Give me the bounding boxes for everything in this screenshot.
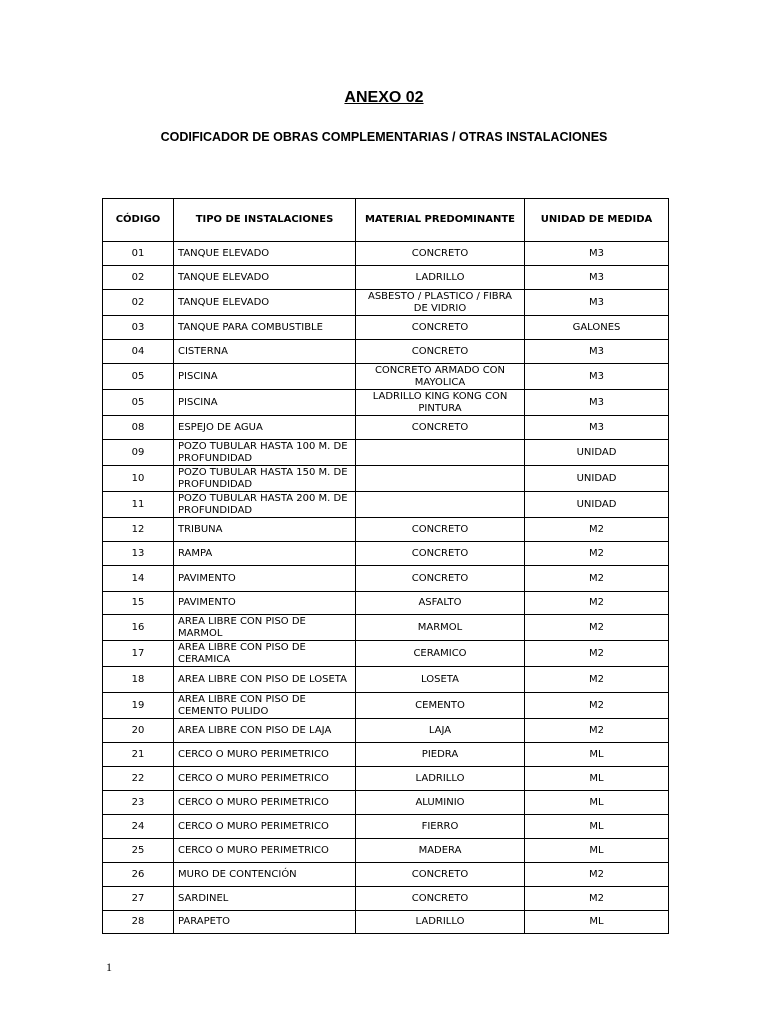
cell-codigo: 11	[103, 492, 174, 518]
cell-material: CONCRETO ARMADO CON MAYOLICA	[356, 364, 525, 390]
cell-tipo: PAVIMENTO	[174, 566, 356, 592]
table-row	[103, 863, 669, 887]
cell-unidad: M2	[525, 667, 669, 693]
cell-codigo: 02	[103, 266, 174, 290]
cell-material: CONCRETO	[356, 887, 525, 911]
cell-material: PIEDRA	[356, 743, 525, 767]
table-row	[103, 416, 669, 440]
cell-tipo: CERCO O MURO PERIMETRICO	[174, 767, 356, 791]
table-row	[103, 743, 669, 767]
cell-tipo: TANQUE ELEVADO	[174, 290, 356, 316]
cell-tipo: MURO DE CONTENCIÓN	[174, 863, 356, 887]
cell-material: LADRILLO KING KONG CON PINTURA	[356, 390, 525, 416]
table-row	[103, 693, 669, 719]
cell-codigo: 10	[103, 466, 174, 492]
document-subtitle: CODIFICADOR DE OBRAS COMPLEMENTARIAS / OTRAS INSTALACIONES	[160, 130, 608, 144]
cell-unidad: M2	[525, 615, 669, 641]
cell-tipo: RAMPA	[174, 542, 356, 566]
cell-material: ASFALTO	[356, 592, 525, 615]
cell-unidad: M3	[525, 416, 669, 440]
cell-tipo: PAVIMENTO	[174, 592, 356, 615]
cell-codigo: 20	[103, 719, 174, 743]
cell-material: CONCRETO	[356, 566, 525, 592]
table-row	[103, 566, 669, 592]
table-row	[103, 641, 669, 667]
cell-codigo: 04	[103, 340, 174, 364]
cell-tipo: PISCINA	[174, 364, 356, 390]
cell-tipo: PISCINA	[174, 390, 356, 416]
cell-codigo: 13	[103, 542, 174, 566]
table-row	[103, 542, 669, 566]
cell-codigo: 27	[103, 887, 174, 911]
cell-tipo: AREA LIBRE CON PISO DE CERAMICA	[174, 641, 356, 667]
cell-unidad: M3	[525, 290, 669, 316]
table-row	[103, 492, 669, 518]
cell-unidad: M3	[525, 266, 669, 290]
cell-unidad: M3	[525, 340, 669, 364]
cell-tipo: CERCO O MURO PERIMETRICO	[174, 791, 356, 815]
cell-unidad: M2	[525, 542, 669, 566]
cell-material: CONCRETO	[356, 863, 525, 887]
table-row	[103, 364, 669, 390]
cell-unidad: UNIDAD	[525, 492, 669, 518]
cell-unidad: ML	[525, 743, 669, 767]
cell-tipo: POZO TUBULAR HASTA 100 M. DE PROFUNDIDAD	[174, 440, 356, 466]
cell-tipo: SARDINEL	[174, 887, 356, 911]
table-row	[103, 615, 669, 641]
cell-tipo: ESPEJO DE AGUA	[174, 416, 356, 440]
cell-tipo: POZO TUBULAR HASTA 200 M. DE PROFUNDIDAD	[174, 492, 356, 518]
cell-codigo: 24	[103, 815, 174, 839]
cell-unidad: M2	[525, 592, 669, 615]
table-row	[103, 266, 669, 290]
cell-material	[356, 492, 525, 518]
table-body	[103, 242, 669, 934]
cell-material: MARMOL	[356, 615, 525, 641]
cell-material: MADERA	[356, 839, 525, 863]
cell-codigo: 05	[103, 364, 174, 390]
table-row	[103, 316, 669, 340]
cell-codigo: 15	[103, 592, 174, 615]
cell-material: LADRILLO	[356, 911, 525, 934]
table-row	[103, 242, 669, 266]
cell-codigo: 16	[103, 615, 174, 641]
cell-tipo: CERCO O MURO PERIMETRICO	[174, 839, 356, 863]
cell-material: CERAMICO	[356, 641, 525, 667]
cell-codigo: 14	[103, 566, 174, 592]
cell-material: LADRILLO	[356, 266, 525, 290]
cell-tipo: AREA LIBRE CON PISO DE LAJA	[174, 719, 356, 743]
cell-unidad: M2	[525, 719, 669, 743]
cell-unidad: UNIDAD	[525, 466, 669, 492]
cell-material: CONCRETO	[356, 416, 525, 440]
table-row	[103, 518, 669, 542]
cell-material: CEMENTO	[356, 693, 525, 719]
table-row	[103, 440, 669, 466]
cell-tipo: TANQUE PARA COMBUSTIBLE	[174, 316, 356, 340]
cell-codigo: 02	[103, 290, 174, 316]
table-row	[103, 592, 669, 615]
cell-tipo: CERCO O MURO PERIMETRICO	[174, 743, 356, 767]
cell-material: LAJA	[356, 719, 525, 743]
cell-codigo: 26	[103, 863, 174, 887]
cell-tipo: AREA LIBRE CON PISO DE LOSETA	[174, 667, 356, 693]
cell-unidad: ML	[525, 767, 669, 791]
cell-material: LOSETA	[356, 667, 525, 693]
cell-unidad: GALONES	[525, 316, 669, 340]
cell-tipo: POZO TUBULAR HASTA 150 M. DE PROFUNDIDAD	[174, 466, 356, 492]
cell-unidad: M2	[525, 566, 669, 592]
table-row	[103, 839, 669, 863]
cell-tipo: TANQUE ELEVADO	[174, 242, 356, 266]
table-row	[103, 911, 669, 934]
cell-codigo: 08	[103, 416, 174, 440]
cell-unidad: UNIDAD	[525, 440, 669, 466]
cell-unidad: M3	[525, 364, 669, 390]
cell-unidad: ML	[525, 839, 669, 863]
header-material: MATERIAL PREDOMINANTE	[356, 199, 525, 242]
cell-unidad: M2	[525, 518, 669, 542]
table-row	[103, 791, 669, 815]
cell-material: CONCRETO	[356, 242, 525, 266]
cell-unidad: ML	[525, 911, 669, 934]
cell-codigo: 21	[103, 743, 174, 767]
table-row	[103, 466, 669, 492]
cell-codigo: 05	[103, 390, 174, 416]
cell-unidad: M2	[525, 693, 669, 719]
header-tipo: TIPO DE INSTALACIONES	[174, 199, 356, 242]
cell-codigo: 23	[103, 791, 174, 815]
table-row	[103, 815, 669, 839]
table-row	[103, 667, 669, 693]
header-unidad: UNIDAD DE MEDIDA	[525, 199, 669, 242]
cell-tipo: TRIBUNA	[174, 518, 356, 542]
cell-unidad: M2	[525, 887, 669, 911]
cell-material: CONCRETO	[356, 518, 525, 542]
cell-codigo: 01	[103, 242, 174, 266]
cell-codigo: 09	[103, 440, 174, 466]
cell-codigo: 17	[103, 641, 174, 667]
cell-unidad: M3	[525, 390, 669, 416]
cell-codigo: 12	[103, 518, 174, 542]
cell-tipo: AREA LIBRE CON PISO DE CEMENTO PULIDO	[174, 693, 356, 719]
cell-tipo: PARAPETO	[174, 911, 356, 934]
cell-codigo: 22	[103, 767, 174, 791]
cell-codigo: 28	[103, 911, 174, 934]
cell-codigo: 03	[103, 316, 174, 340]
header-row	[103, 199, 669, 242]
cell-material	[356, 440, 525, 466]
cell-unidad: M2	[525, 641, 669, 667]
table-row	[103, 290, 669, 316]
cell-material: LADRILLO	[356, 767, 525, 791]
cell-codigo: 19	[103, 693, 174, 719]
cell-unidad: ML	[525, 791, 669, 815]
cell-unidad: ML	[525, 815, 669, 839]
cell-tipo: CERCO O MURO PERIMETRICO	[174, 815, 356, 839]
cell-codigo: 18	[103, 667, 174, 693]
cell-unidad: M3	[525, 242, 669, 266]
table-row	[103, 719, 669, 743]
table-row	[103, 767, 669, 791]
cell-tipo: AREA LIBRE CON PISO DE MARMOL	[174, 615, 356, 641]
page-number: 1	[106, 960, 112, 974]
cell-codigo: 25	[103, 839, 174, 863]
header-codigo: CÓDIGO	[103, 199, 174, 242]
cell-unidad: M2	[525, 863, 669, 887]
cell-tipo: CISTERNA	[174, 340, 356, 364]
cell-material: CONCRETO	[356, 542, 525, 566]
table-row	[103, 390, 669, 416]
cell-material: CONCRETO	[356, 340, 525, 364]
codificador-table	[102, 198, 669, 934]
document-title: ANEXO 02	[344, 89, 424, 106]
cell-material: ASBESTO / PLASTICO / FIBRA DE VIDRIO	[356, 290, 525, 316]
cell-material: ALUMINIO	[356, 791, 525, 815]
table-header	[103, 199, 669, 242]
cell-material: CONCRETO	[356, 316, 525, 340]
cell-material: FIERRO	[356, 815, 525, 839]
table-row	[103, 340, 669, 364]
cell-tipo: TANQUE ELEVADO	[174, 266, 356, 290]
table-row	[103, 887, 669, 911]
cell-material	[356, 466, 525, 492]
